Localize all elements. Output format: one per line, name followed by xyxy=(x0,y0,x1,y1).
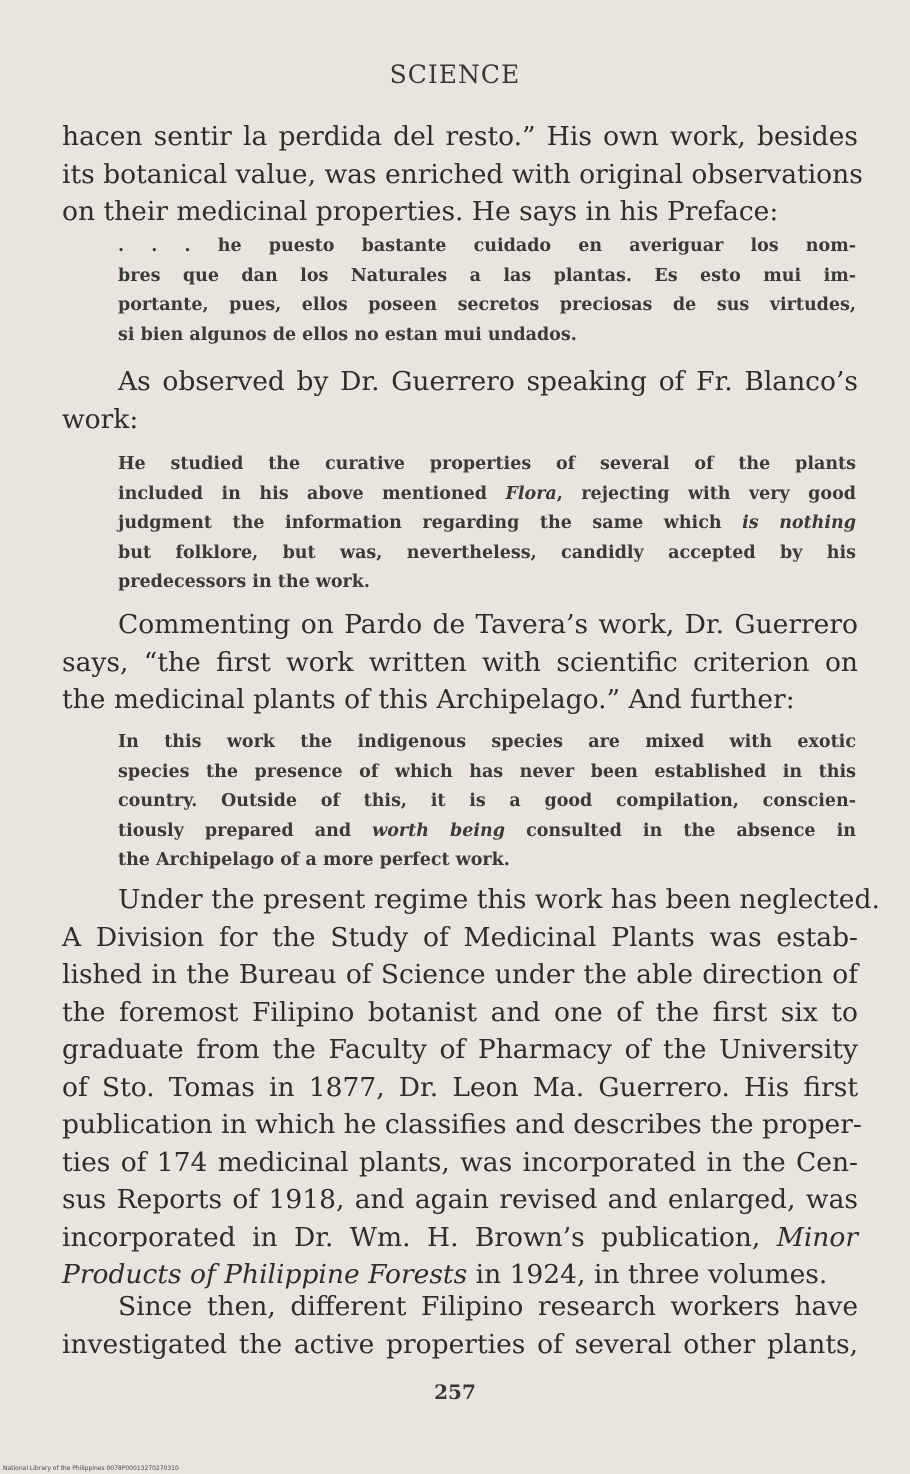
paragraph-since-then xyxy=(62,1288,858,1363)
text-line: investigated the active properties of several other plants, xyxy=(62,1328,858,1360)
block-quote-guerrero-blanco xyxy=(118,450,856,598)
text-line: its botanical value, was enriched with original observations xyxy=(62,158,863,190)
italic-phrase: is nothing xyxy=(742,513,856,534)
quote-line: tiously prepared and worth being consulted in the absence in xyxy=(118,820,856,841)
text-line: Commenting on Pardo de Tavera’s work, Dr. Guerrero xyxy=(118,609,858,640)
text-line: hacen sentir la perdida del resto.” His own work, besides xyxy=(62,121,858,152)
quote-line: He studied the curative properties of several of the plants xyxy=(118,454,856,474)
quote-line: predecessors in the work. xyxy=(118,572,370,593)
quote-line: the Archipelago of a more perfect work. xyxy=(118,850,510,871)
italic-phrase: Minor xyxy=(776,1221,858,1253)
text-line: ties of 174 medicinal plants, was incorporated in the Cen- xyxy=(62,1146,858,1178)
quote-line: In this work the indigenous species are mixed with exotic xyxy=(118,732,856,752)
paragraph-tavera xyxy=(62,606,858,719)
text-line: Products of Philippine Forests in 1924, in three volumes. xyxy=(62,1259,828,1290)
quote-line-with-italic: included in his above mentioned Flora, rejecting with very good xyxy=(118,483,856,504)
quote-line: species the presence of which has never been established in this xyxy=(118,761,856,782)
quote-line: portante, pues, ellos poseen secretos preciosas de sus virtudes, xyxy=(118,295,856,316)
text-line: incorporated in Dr. Wm. H. Brown’s publication, Minor xyxy=(62,1221,858,1253)
quote-line: judgment the information regarding the same which is nothing xyxy=(118,513,856,534)
italic-phrase: worth being xyxy=(372,820,505,841)
text-line: Since then, different Filipino research workers have xyxy=(118,1291,858,1322)
text-line: Under the present regime this work has been neglected. xyxy=(118,884,880,915)
page-number: 257 xyxy=(434,1380,476,1404)
quote-line: country. Outside of this, it is a good compilation, conscien- xyxy=(118,791,856,812)
text-line: the medicinal plants of this Archipelago.” And further: xyxy=(62,684,795,715)
text-line: As observed by Dr. Guerrero speaking of Fr. Blanco’s xyxy=(118,366,858,397)
text-line: says, “the first work written with scientific criterion on xyxy=(62,646,858,678)
quote-line: but folklore, but was, nevertheless, candidly accepted by his xyxy=(118,542,856,563)
paragraph-blanco xyxy=(62,363,858,438)
italic-phrase: Flora xyxy=(505,483,557,504)
running-head: SCIENCE xyxy=(389,60,521,89)
quote-line: bres que dan los Naturales a las plantas. Es esto mui im- xyxy=(118,265,856,286)
text-line: publication in which he classifies and describes the proper- xyxy=(62,1109,862,1140)
text-line: on their medicinal properties. He says in his Preface: xyxy=(62,196,779,227)
block-quote-spanish xyxy=(118,232,856,350)
text-line: of Sto. Tomas in 1877, Dr. Leon Ma. Guerrero. His first xyxy=(62,1071,858,1103)
text-line: the foremost Filipino botanist and one of the first six to xyxy=(62,996,858,1028)
text-line: work: xyxy=(62,403,139,435)
text-line: lished in the Bureau of Science under the able direction of xyxy=(62,959,858,990)
paragraph-present-regime xyxy=(62,881,880,1294)
quote-line: . . . he puesto bastante cuidado en averiguar los nom- xyxy=(118,236,856,256)
paragraph-continuation xyxy=(62,118,863,231)
quote-line: si bien algunos de ellos no estan mui undados. xyxy=(118,324,577,345)
text-line: graduate from the Faculty of Pharmacy of the University xyxy=(62,1034,858,1065)
scan-credit: National Library of the Philippines 0078P00013270270310 xyxy=(3,1465,179,1472)
text-line: sus Reports of 1918, and again revised and enlarged, was xyxy=(62,1184,858,1215)
text-line: A Division for the Study of Medicinal Plants was estab- xyxy=(62,921,858,953)
italic-phrase: Products of Philippine Forests xyxy=(62,1259,468,1290)
block-quote-tavera xyxy=(118,728,856,876)
